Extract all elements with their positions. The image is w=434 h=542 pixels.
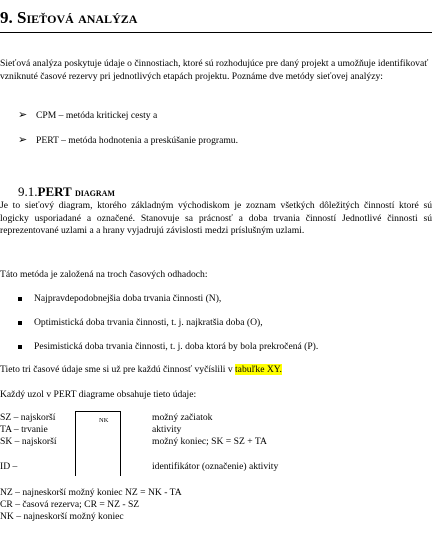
node-bottom-line: NK – najneskorší možný koniec bbox=[0, 511, 124, 522]
node-left-label: SZ – najskorší bbox=[0, 412, 56, 423]
estimate-item bbox=[18, 293, 221, 305]
node-left-label: SK – najskorší bbox=[0, 436, 57, 447]
pert-paragraph: Je to sieťový diagram, ktorého základným východiskom je zoznam všetkých dôležitých činností ktoré sú logicky usporiadané a označené. Stanovuje sa prácnosť a doba trvania činností Jednotlivé činnosti sú reprezentované uzlami a a hrany vyjadrujú závislosti medzi príslušným uzlami. bbox=[0, 200, 432, 237]
estimate-item bbox=[18, 341, 318, 353]
estimate-label: Najpravdepodobnejšia doba trvania činnosti (N), bbox=[34, 293, 222, 304]
node-right-label: možný koniec; SK = SZ + TA bbox=[152, 436, 267, 447]
section-title: diagram bbox=[74, 187, 115, 199]
intro-paragraph: Sieťová analýza poskytuje údaje o činnostiach, ktoré sú rozhodujúce pre daný projekt a umožňuje identifikovať vzniknuté časové rezervy pri jednotlivých etapách projektu. Poznáme dve metódy sieťovej analýzy: bbox=[0, 58, 429, 82]
square-bullet-icon bbox=[18, 297, 22, 301]
times-sentence-text: Tieto tri časové údaje sme si už pre každú činnosť vyčíslili v bbox=[0, 364, 236, 375]
node-intro: Každý uzol v PERT diagrame obsahuje tieto údaje: bbox=[0, 389, 197, 400]
node-box bbox=[75, 411, 121, 476]
method-item bbox=[18, 109, 157, 122]
chapter-heading bbox=[0, 8, 137, 28]
node-box-label: NK bbox=[99, 417, 109, 424]
estimate-label: Optimistická doba trvania činnosti, t. j. najkratšia doba (O), bbox=[34, 317, 263, 328]
node-right-label: identifikátor (označenie) aktivity bbox=[152, 461, 279, 472]
node-bottom-line: NZ – najneskorší možný koniec NZ = NK - TA bbox=[0, 487, 182, 498]
square-bullet-icon bbox=[18, 321, 22, 325]
method-item bbox=[18, 134, 238, 147]
estimate-label: Pesimistická doba trvania činnosti, t. j. doba ktorá by bola prekročená (P). bbox=[34, 341, 319, 352]
times-sentence bbox=[0, 364, 432, 377]
method-label: PERT – metóda hodnotenia a preskúšanie programu. bbox=[36, 135, 239, 146]
estimate-item bbox=[18, 317, 263, 329]
heading-underline bbox=[0, 32, 432, 33]
arrow-bullet-icon: ➢ bbox=[18, 109, 28, 121]
node-right-label: možný začiatok bbox=[152, 412, 213, 423]
node-right-label: aktivity bbox=[152, 424, 182, 435]
method-label: CPM – metóda kritickej cesty a bbox=[36, 110, 158, 121]
square-bullet-icon bbox=[18, 345, 22, 349]
section-number: 9.1. bbox=[18, 184, 38, 199]
highlighted-reference: tabuľke XY. bbox=[235, 364, 282, 375]
chapter-title-first-letter: S bbox=[17, 8, 27, 27]
section-heading bbox=[18, 184, 115, 200]
chapter-title: ieťová analýza bbox=[26, 8, 138, 27]
arrow-bullet-icon: ➢ bbox=[18, 134, 28, 146]
node-left-label: ID – bbox=[0, 461, 18, 472]
node-left-label: TA – trvanie bbox=[0, 424, 48, 435]
estimates-intro: Táto metóda je založená na troch časových odhadoch: bbox=[0, 269, 208, 280]
node-bottom-line: CR – časová rezerva; CR = NZ - SZ bbox=[0, 499, 140, 510]
section-title-bold: PERT bbox=[37, 184, 72, 199]
chapter-number: 9. bbox=[0, 8, 13, 27]
